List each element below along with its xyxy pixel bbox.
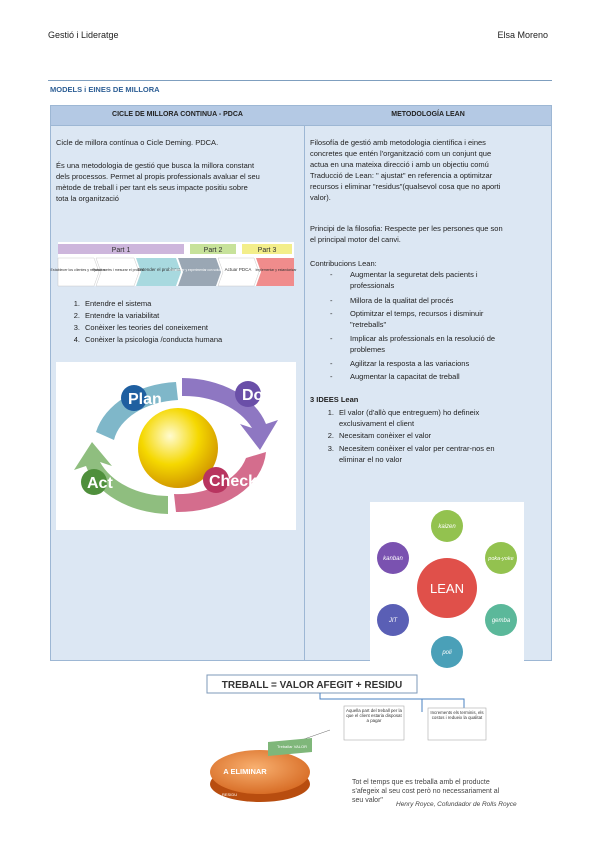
pdca-desc-3: mètode de treball i per tant els seus impacte positiu sobre xyxy=(56,183,248,192)
list-item: Optimitzar el temps, recursos i disminuir xyxy=(350,309,484,318)
bar-step1: Establecer los clientes y requisitos xyxy=(50,268,106,272)
col1-header: CICLE DE MILLORA CONTINUA - PDCA xyxy=(112,111,243,118)
bar-step5: Actuar PDCA xyxy=(224,267,252,272)
bullet-dash: - xyxy=(330,334,333,343)
lean-node-kaizen: kaizen xyxy=(438,524,456,530)
bar-step3: Entender el problema xyxy=(137,267,181,272)
header-left: Gestió i Lideratge xyxy=(48,30,119,40)
pdca-desc-4: tota la organització xyxy=(56,194,119,203)
list-item: Augmentar la capacitat de treball xyxy=(350,372,460,381)
bar-step2: Posar metrs i mesurar el procés xyxy=(92,268,144,272)
value-box-text: Aquella part del treball per la que el client estaria disposat a pagar xyxy=(346,708,402,724)
bar-part1: Part 1 xyxy=(111,247,131,254)
bar-step4: Establecer y experimentar con soluciones xyxy=(169,268,229,272)
bullet-dash: - xyxy=(330,359,333,368)
waste-box-text: Increments els terminis, els costos i redueix la qualitat xyxy=(430,710,484,721)
list-item: Agilitzar la resposta a las variacions xyxy=(350,359,470,368)
lean-column xyxy=(305,126,551,660)
lean-desc-1: Filosofía de gestió amb metodologia científica i eines xyxy=(310,138,486,147)
pdca-desc-1: És una metodologia de gestió que busca la millora constant xyxy=(56,161,255,170)
list-item-cont: exclusivament el client xyxy=(339,419,415,428)
header-right: Elsa Moreno xyxy=(497,30,548,40)
bar-part3: Part 3 xyxy=(257,247,277,254)
act-label: Act xyxy=(87,475,113,492)
list-item: Augmentar la seguretat dels pacients i xyxy=(350,270,478,279)
pdca-steps-diagram xyxy=(50,242,297,286)
bullet-dash: - xyxy=(330,372,333,381)
bar-part2: Part 2 xyxy=(203,247,223,254)
value-waste-graphic xyxy=(200,672,560,822)
lean-node-poka-yoke: poka-yoke xyxy=(488,556,514,562)
bar-step6: Implementar y estandarizar xyxy=(255,268,297,272)
eliminate-label: A ELIMINAR xyxy=(223,767,267,776)
lean-tools-diagram xyxy=(370,502,524,670)
header-rule xyxy=(48,80,552,81)
pdca-cycle-image xyxy=(56,362,296,530)
lean-principle-2: el principal motor del canvi. xyxy=(310,235,401,244)
value-slice-label: Treballar VALOR xyxy=(276,744,308,749)
list-item-cont: eliminar el no valor xyxy=(339,455,402,464)
list-item: Implicar als professionals en la resolució de xyxy=(350,334,496,343)
check-label: Check xyxy=(209,473,258,490)
lean-node-poli: poli xyxy=(442,650,452,656)
quote-line-1: Tot el temps que es treballa amb el producte xyxy=(352,779,490,786)
list-item: 3. Conèixer les teories del coneixement xyxy=(73,323,208,332)
list-item: Millora de la qualitat del procés xyxy=(350,296,454,305)
lean-node-kanban: kanban xyxy=(383,556,403,562)
list-item: 1. El valor (d'allò que entreguem) ho defineix xyxy=(327,408,480,417)
lean-desc-6: valor). xyxy=(310,193,331,202)
list-item: 3. Necesitem conèixer el valor per centrar-nos en xyxy=(327,444,495,453)
ideas-title: 3 IDEES Lean xyxy=(310,395,359,404)
list-item: 2. Entendre la variabilitat xyxy=(73,311,160,320)
col2-header: METODOLOGÍA LEAN xyxy=(391,111,465,118)
lean-principle-1: Principi de la filosofia: Respecte per les persones que son xyxy=(310,224,503,233)
formula-text: TREBALL = VALOR AFEGIT + RESIDU xyxy=(221,680,403,691)
lean-desc-4: Traducció de Lean: " ajustat" en referencia a optimitzar xyxy=(310,171,493,180)
quote-line-3: seu valor" xyxy=(352,797,383,804)
section-title: MODELS i EINES DE MILLORA xyxy=(50,85,160,94)
do-label: Do xyxy=(242,387,264,404)
list-item: professionals xyxy=(350,281,395,290)
list-item: problemes xyxy=(350,345,386,354)
pdca-desc-2: dels processos. Permet al propis professionals avaluar el seu xyxy=(56,172,260,181)
pdca-intro: Cicle de millora contínua o Cicle Deming. PDCA. xyxy=(56,138,219,147)
list-item: "retreballs" xyxy=(350,320,387,329)
pdca-column xyxy=(51,126,305,660)
lean-center-label: LEAN xyxy=(430,581,464,596)
bullet-dash: - xyxy=(330,296,333,305)
comparison-table xyxy=(50,105,552,661)
list-item: 2. Necesitam conèixer el valor xyxy=(327,431,432,440)
waste-slice-label: RESIDU xyxy=(222,792,238,797)
lean-node-jit: JIT xyxy=(388,618,398,624)
list-item: 1. Entendre el sistema xyxy=(73,299,152,308)
table-header-row xyxy=(51,106,551,126)
lean-desc-3: actua en una mateixa direcció i amb un objectiu comú xyxy=(310,160,489,169)
lean-desc-5: recursos i eliminar "residus"(qualsevol cosa que no aporti xyxy=(310,182,501,191)
quote-author: Henry Royce, Cofundador de Rolls Royce xyxy=(396,801,517,808)
list-item: 4. Conèixer la psicologia /conducta humana xyxy=(73,335,223,344)
lean-node-gemba: gemba xyxy=(491,618,511,624)
plan-label: Plan xyxy=(128,391,162,408)
contrib-title: Contribucions Lean: xyxy=(310,259,377,268)
bullet-dash: - xyxy=(330,270,333,279)
quote-line-2: s'afegeix al seu cost però no necessariament al xyxy=(352,788,500,795)
bullet-dash: - xyxy=(330,309,333,318)
lean-desc-2: concretes que entén l'organització com un conjunt que xyxy=(310,149,492,158)
